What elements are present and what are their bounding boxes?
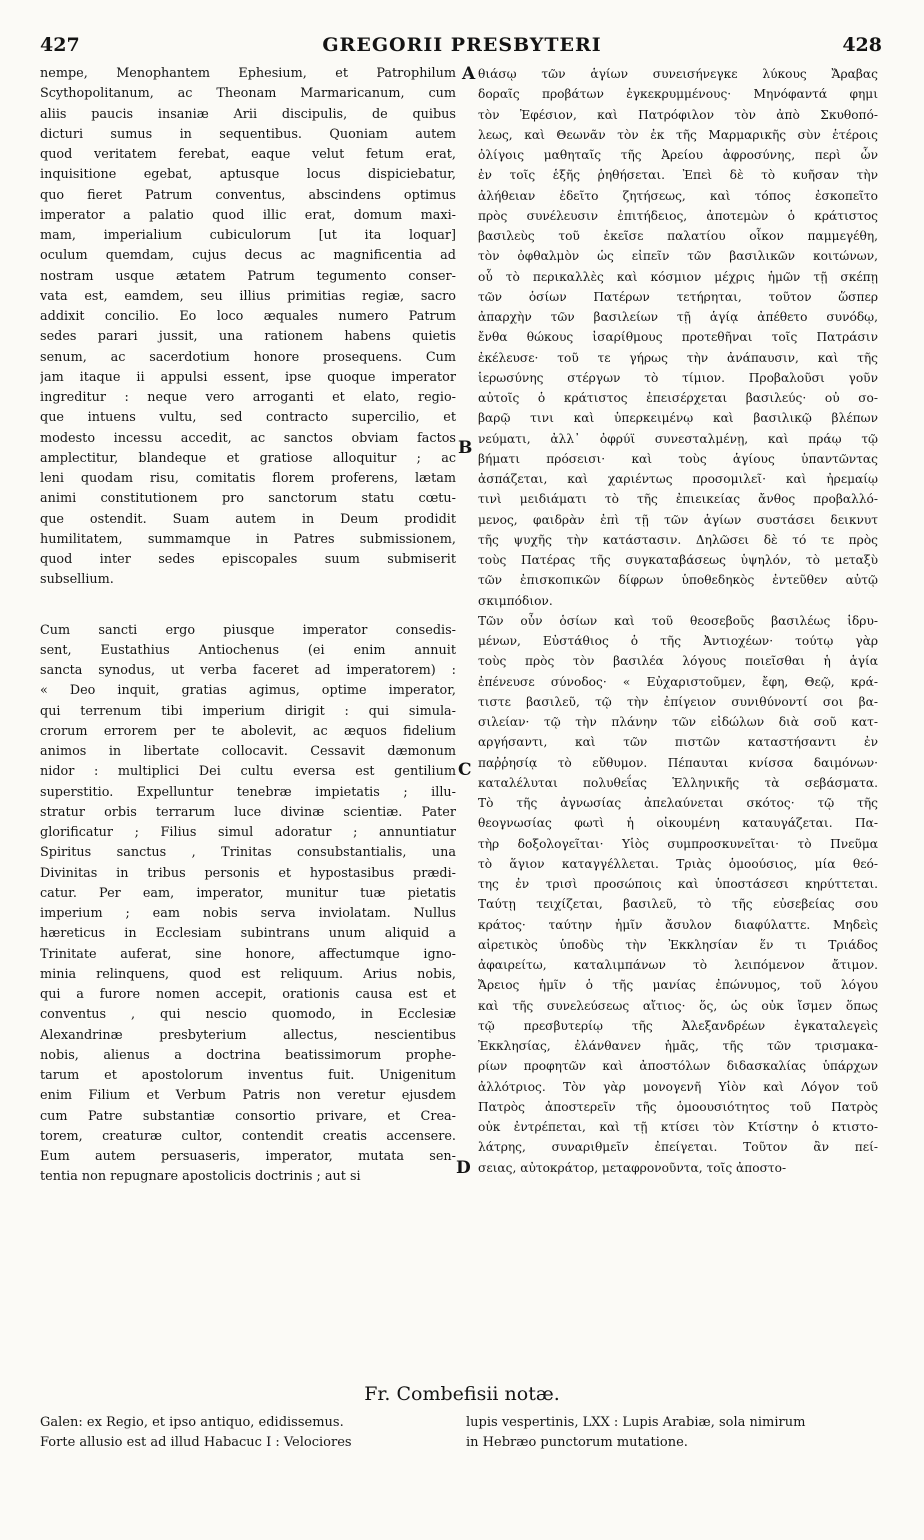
- greek-text-line: τῶν ἐπισκοπικῶν δίφρων ὑποθεδηκὸς ἐντεῦθεν αὐτῷ: [478, 573, 878, 588]
- greek-text-line: ὀλίγοις μαθηταῖς τῆς Ἀρείου ἀφροσύνης, περὶ ὧν: [478, 148, 878, 162]
- greek-text-line: ρίων προφητῶν καὶ ἀποστόλων διδασκαλίας ὑπάρχων: [478, 1059, 878, 1074]
- latin-text-line: hæreticus in Ecclesiam subintrans unum aliquid a: [40, 926, 456, 942]
- latin-text-line: stratur orbis terrarum luce divinæ scientiæ. Pater: [40, 804, 456, 820]
- latin-text-line: Scythopolitanum, ac Theonam Marmaricanum, cum: [40, 86, 456, 102]
- greek-text-line: αργήσαντι, καὶ τῶν πιστῶν καταστήσαντι ἐν: [478, 735, 878, 750]
- greek-text-line: οὗ τὸ περικαλλὲς καὶ κόσμιον μέχρις ἡμῶν τῇ σκέπῃ: [478, 269, 878, 284]
- latin-text-line: « Deo inquit, gratias agimus, optime imperator,: [40, 683, 456, 699]
- greek-text-line: βήματι πρόσεισι· καὶ τοὺς ἁγίους ὑπαντῶντας: [478, 451, 878, 466]
- greek-text-line: θιάσῳ τῶν ἁγίων συνεισήνεγκε λύκους Ἄραβας: [478, 67, 878, 81]
- greek-text-line: καταλέλυται πολυθεΐας Ἑλληνικῆς τὰ σεβάσματα.: [478, 775, 878, 790]
- greek-text-line: καὶ τῆς συνελεύσεως αἴτιος· ὅς, ὡς οὐκ ἴσμεν ὅπως: [478, 998, 878, 1013]
- greek-text-line: πρὸς συνέλευσιν ἐπιτήδειος, ἀποτεμὼν ὁ κράτιστος: [478, 208, 878, 223]
- latin-text-line: nostram usque ætatem Patrum tegumento conser-: [40, 268, 456, 284]
- greek-text-line: Τῶν οὖν ὁσίων καὶ τοῦ θεοσεβοῦς βασιλέως ἱδρυ-: [478, 613, 878, 628]
- paragraph-gap: [40, 591, 456, 621]
- greek-text-line: ἀσπάζεται, καὶ χαριέντως προσομιλεῖ· καὶ ἠρεμαίῳ: [478, 472, 878, 486]
- latin-text-line: sent, Eustathius Antiochenus (ei enim annuit: [40, 642, 456, 658]
- greek-text-line: παῤῥησίᾳ τὸ εὔθυμον. Πέπαυται κνίσσα δαιμόνων·: [478, 755, 878, 770]
- latin-text-line: tarum et apostolorum inventus fuit. Unigenitum: [40, 1068, 456, 1083]
- notes-title: Fr. Combefisii notæ.: [364, 1383, 560, 1405]
- latin-text-line: torem, creaturæ cultor, contendit creatis accensere.: [40, 1128, 456, 1144]
- greek-text-line: Τὸ τῆς ἀγνωσίας ἀπελαύνεται σκότος· τῷ τῆς: [478, 796, 878, 810]
- latin-text-line: quod inter sedes episcopales suum submiserit: [40, 552, 456, 567]
- greek-text-line: τὴρ δοξολογεῖται· Υἱὸς συμπροσκυνεῖται· τὸ Πνεῦμα: [478, 836, 878, 851]
- section-marker-d: D: [456, 1158, 471, 1178]
- greek-text-line: ἐν τοῖς ἑξῆς ῥηθήσεται. Ἐπεὶ δὲ τὸ κυῆσαν τὴν: [478, 168, 878, 183]
- greek-text-line: Πατρὸς ἀποστερεῖν τῆς ὁμοουσιότητος τοῦ Πατρὸς: [478, 1099, 878, 1114]
- greek-text-line: Ἄρειος ἡμῖν ὁ τῆς μανίας ἐπώνυμος, τοῦ λόγου: [478, 978, 878, 993]
- latin-text-line: conventus , qui nescio quomodo, in Ecclesiæ: [40, 1007, 456, 1023]
- latin-text-line: jam itaque ii appulsi essent, ipse quoque imperator: [40, 369, 456, 385]
- latin-text-line: quod veritatem ferebat, eaque velut fetum erat,: [40, 147, 456, 162]
- latin-text-line: aliis paucis insaniæ Arii discipulis, de quibus: [40, 106, 456, 122]
- latin-text-line: humilitatem, summamque in Patres submissionem,: [40, 531, 456, 547]
- latin-text-line: amplectitur, blandeque et gratiose alloquitur ; ac: [40, 450, 456, 466]
- greek-text-line: τιστε βασιλεῦ, τῷ τὴν ἐπίγειον συνιθύνοντί σοι βα-: [478, 694, 878, 709]
- latin-text-line: sedes parari jussit, una rationem habens quietis: [40, 329, 456, 345]
- latin-text-line: glorificatur ; Filius simul adoratur ; annuntiatur: [40, 825, 456, 840]
- latin-text-line: animi constitutionem pro sanctorum statu cœtu-: [40, 491, 456, 507]
- greek-text-line: κράτος· ταύτην ἡμῖν ἄσυλον διαφύλαττε. Μηδεὶς: [478, 917, 878, 932]
- greek-text-line: ἐκέλευσε· τοῦ τε γήρως τὴν ἀνάπαυσιν, καὶ τῆς: [478, 350, 878, 365]
- latin-text-line: Divinitas in tribus personis et hypostasibus prædi-: [40, 865, 456, 881]
- greek-text-line: Ταύτῃ τειχίζεται, βασιλεῦ, τὸ τῆς εὐσεβείας σου: [478, 897, 878, 912]
- greek-text-line: τινὶ μειδιάματι τὸ τῆς ἐπιεικείας ἄνθος προβαλλό-: [478, 492, 878, 507]
- greek-text-line: μενος, φαιδρὰν ἐπὶ τῇ τῶν ἁγίων συστάσει δεικνυτ: [478, 512, 878, 527]
- greek-text-line: βασιλεὺς τοῦ ἐκεῖσε παλατίου οἶκον παμμεγέθη,: [478, 229, 878, 243]
- greek-text-line: της ἐν τρισὶ προσώποις καὶ ὑποστάσεσι κηρύττεται.: [478, 877, 878, 891]
- latin-text-line: cum Patre substantiæ consortio privare, et Crea-: [40, 1108, 456, 1124]
- latin-text-line: imperium ; eam nobis serva inviolatam. Nullus: [40, 906, 456, 921]
- greek-text-line: ἀφαιρείτω, καταλιμπάνων τὸ λειπόμενον ἄτιμον.: [478, 958, 878, 972]
- latin-text-line: tentia non repugnare apostolicis doctrinis ; aut si: [40, 1169, 361, 1185]
- greek-text-line: αὐτοῖς ὁ κράτιστος ἐπεισέρχεται βασιλεύς· οὐ σο-: [478, 391, 878, 405]
- latin-text-line: que ostendit. Suam autem in Deum prodidit: [40, 511, 456, 527]
- greek-text-line: τοὺς πρὸς τὸν βασιλέα λόγους ποιεῖσθαι ἡ ἁγία: [478, 654, 878, 669]
- latin-text-line: enim Filium et Verbum Patris non veretur ejusdem: [40, 1088, 456, 1104]
- greek-text-line: θεογνωσίας φωτὶ ἡ οἰκουμένη καταυγάζεται. Πα-: [478, 816, 878, 831]
- latin-text-line: sancta synodus, ut verba faceret ad imperatorem) :: [40, 663, 456, 678]
- section-marker-c: C: [458, 760, 472, 780]
- greek-column: [478, 64, 878, 1178]
- greek-text-line: δοραῖς προβάτων ἐγκεκρυμμένους· Μηνόφαντά φημι: [478, 87, 878, 102]
- greek-text-line: ἐπένευσε σύνοδος· « Εὐχαριστοῦμεν, ἔφη, Θεῷ, κρά-: [478, 674, 878, 689]
- notes-left-column: [40, 1413, 456, 1453]
- greek-text-line: νεύματι, ἀλλ᾽ ὀφρύϊ συνεσταλμένῃ, καὶ πράῳ τῷ: [478, 431, 878, 446]
- running-head: GREGORII PRESBYTERI: [322, 34, 602, 56]
- greek-text-line: σειας, αὐτοκράτορ, μεταφρονοῦντα, τοῖς ἀποστο-: [478, 1160, 787, 1175]
- latin-text-line: qui terrenum tibi imperium dirigit : qui simula-: [40, 703, 456, 719]
- greek-text-line: τὸν ὀφθαλμὸν ὡς εἰπεῖν τῶν βασιλικῶν κοιτώνων,: [478, 249, 878, 264]
- latin-text-line: ingreditur : neque vero arroganti et elato, regio-: [40, 390, 456, 405]
- greek-text-line: λεως, καὶ Θεωνᾶν τὸν ἐκ τῆς Μαρμαρικῆς σὺν ἑτέροις: [478, 127, 878, 142]
- greek-text-line: σκιμπόδιον.: [478, 593, 553, 608]
- note-line: in Hebræo punctorum mutatione.: [466, 1435, 688, 1450]
- greek-text-line: τὸ ἅγιον καταγγέλλεται. Τριὰς ὁμοούσιος, μία θεό-: [478, 856, 878, 871]
- greek-text-line: λάτρης, συναριθμεῖν ἐπείγεται. Τοῦτον ἂν πεί-: [478, 1140, 878, 1155]
- latin-text-line: superstitio. Expelluntur tenebræ impietatis ; illu-: [40, 784, 456, 800]
- latin-text-line: imperator a palatio quod illic erat, domum maxi-: [40, 207, 456, 223]
- greek-text-line: ἀλλότριος. Τὸν γὰρ μονογενῆ Υἱὸν καὶ Λόγον τοῦ: [478, 1079, 878, 1094]
- greek-text-line: τοὺς Πατέρας τῆς συγκαταβάσεως ὑψηλόν, τὸ μεταξὺ: [478, 553, 878, 567]
- section-marker-a: A: [462, 64, 476, 84]
- page-header: [0, 34, 924, 60]
- latin-text-line: nidor : multiplici Dei cultu eversa est gentilium: [40, 764, 456, 780]
- greek-text-line: Ἐκκλησίας, ἐλάνθανεν ἡμᾶς, τῆς τῶν τρισμακα-: [478, 1039, 878, 1053]
- notes-right-column: [466, 1413, 886, 1453]
- greek-text-line: μένων, Εὐστάθιος ὁ τῆς Ἀντιοχέων· τούτῳ γὰρ: [478, 634, 878, 648]
- greek-text-line: ἀλήθειαν ἐδεῖτο ζητήσεως, καὶ τόπος ἐσκοπεῖτο: [478, 188, 878, 203]
- latin-text-line: minia relinquens, quod est reliquum. Arius nobis,: [40, 966, 456, 982]
- latin-text-line: catur. Per eam, imperator, munitur tuæ pietatis: [40, 885, 456, 901]
- latin-text-line: senum, ac sacerdotium honore prosequens. Cum: [40, 349, 456, 365]
- latin-text-line: addixit concilio. Eo loco æquales numero Patrum: [40, 309, 456, 324]
- latin-text-line: que intuens vultu, sed contracto supercilio, et: [40, 410, 456, 426]
- greek-text-line: ἔνθα θώκους ἰσαρίθμους προτεθῆναι τοῖς Πατράσιν: [478, 330, 878, 345]
- greek-text-line: τῶν ὁσίων Πατέρων τετήρηται, τοῦτον ὥσπερ: [478, 289, 878, 304]
- greek-text-line: ἀπαρχὴν τῶν βασιλείων τῇ ἁγίᾳ ἀπέθετο συνόδῳ,: [478, 310, 878, 324]
- latin-text-line: animos in libertate collocavit. Cessavit dæmonum: [40, 744, 456, 759]
- note-line: Galen: ex Regio, et ipso antiquo, edidissemus.: [40, 1415, 344, 1430]
- greek-text-line: σιλείαν· τῷ τὴν πλάνην τῶν εἰδώλων διὰ σοῦ κατ-: [478, 715, 878, 729]
- latin-text-line: vata est, eamdem, seu illius primitias regiæ, sacro: [40, 288, 456, 304]
- latin-text-line: inquisitione egebat, aptusque locus dispiciebatur,: [40, 167, 456, 183]
- latin-text-line: quo fieret Patrum conventus, abscindens optimus: [40, 187, 456, 203]
- latin-text-line: subsellium.: [40, 572, 114, 588]
- greek-text-line: βαρῷ τινι καὶ ὑπερκειμένῳ καὶ βασιλικῷ βλέπων: [478, 411, 878, 426]
- greek-text-line: τὸν Ἐφέσιον, καὶ Πατρόφιλον τὸν ἀπὸ Σκυθοπό-: [478, 107, 878, 122]
- section-marker-b: B: [458, 438, 473, 458]
- latin-text-line: Alexandrinæ presbyterium allectus, nescientibus: [40, 1027, 456, 1043]
- page-number-left: 427: [40, 34, 80, 56]
- greek-text-line: τῆς ψυχῆς τὴν κατάστασιν. Δηλῶσει δὲ τό τε πρὸς: [478, 532, 878, 547]
- greek-text-line: τῷ πρεσβυτερίῳ τῆς Ἀλεξανδρέων ἐγκαταλεγεὶς: [478, 1018, 878, 1033]
- greek-text-line: οὐκ ἐντρέπεται, καὶ τῇ κτίσει τὸν Κτίστην ὁ κτιστο-: [478, 1120, 878, 1134]
- latin-text-line: Cum sancti ergo piusque imperator consedis-: [40, 622, 456, 638]
- latin-text-line: Trinitate auferat, sine honore, affectumque igno-: [40, 946, 456, 962]
- latin-text-line: dicturi sumus in sequentibus. Quoniam autem: [40, 126, 456, 142]
- latin-text-line: leni quodam risu, comitatis florem proferens, lætam: [40, 471, 456, 486]
- greek-text-line: ἱερωσύνης στέργων τὸ τίμιον. Προβαλοῦσι γοῦν: [478, 370, 878, 385]
- note-line: lupis vespertinis, LXX : Lupis Arabiæ, sola nimirum: [466, 1415, 806, 1430]
- latin-text-line: oculum quemdam, cujus decus ac magnificentia ad: [40, 248, 456, 264]
- note-line: Forte allusio est ad illud Habacuc I : Velociores: [40, 1435, 352, 1450]
- latin-text-line: Spiritus sanctus , Trinitas consubstantialis, una: [40, 845, 456, 861]
- latin-column: [40, 64, 456, 1188]
- latin-text-line: nempe, Menophantem Ephesium, et Patrophilum: [40, 66, 456, 81]
- greek-text-line: αἱρετικὸς ὑποδὺς τὴν Ἐκκλησίαν ἕν τι Τριάδος: [478, 937, 878, 952]
- page-number-right: 428: [842, 34, 882, 56]
- latin-text-line: Eum autem persuaseris, imperator, mutata sen-: [40, 1149, 456, 1164]
- latin-text-line: nobis, alienus a doctrina beatissimorum prophe-: [40, 1047, 456, 1063]
- latin-text-line: modesto incessu accedit, ac sanctos obviam factos: [40, 430, 456, 446]
- latin-text-line: mam, imperialium cubiculorum [ut ita loquar]: [40, 228, 456, 243]
- latin-text-line: qui a furore nomen accepit, orationis causa est et: [40, 987, 456, 1002]
- latin-text-line: crorum errorem per te abolevit, ac æquos fidelium: [40, 723, 456, 739]
